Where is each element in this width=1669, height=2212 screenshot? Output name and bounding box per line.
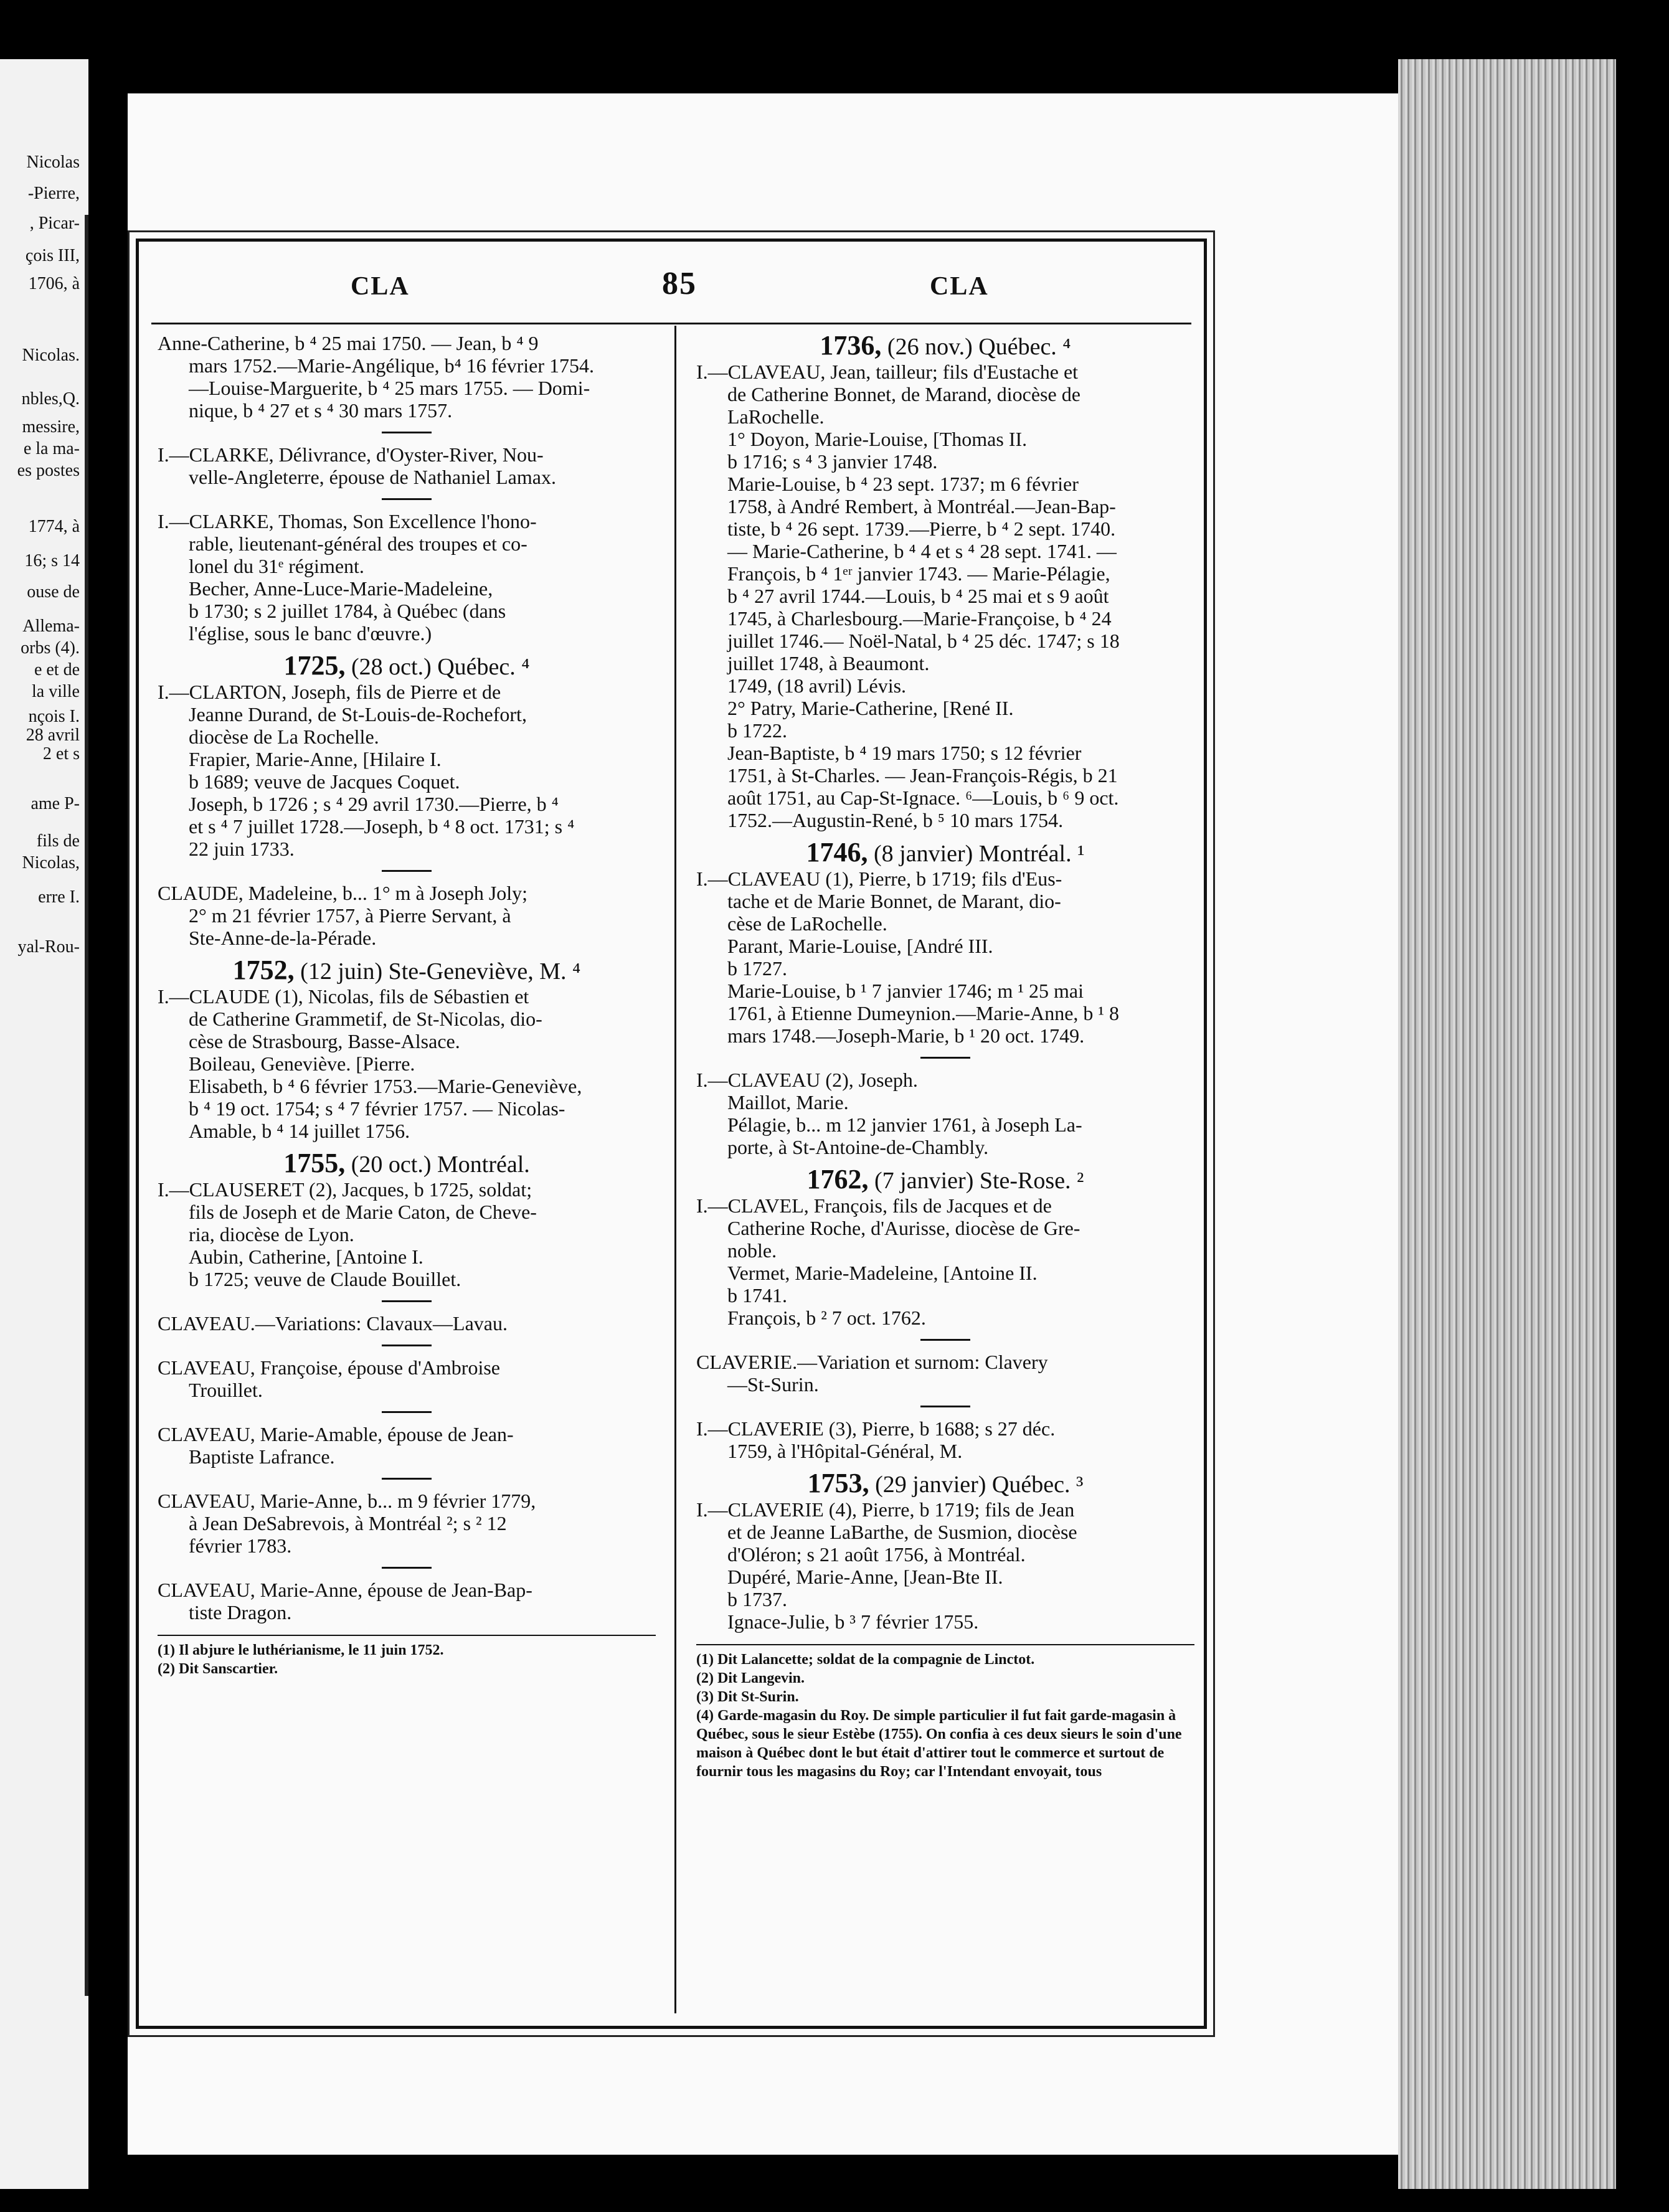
previous-page-fragment: 2 et s [42,744,80,763]
year-place: (26 nov.) Québec. ⁴ [881,334,1071,360]
entry-line: b 1722. [727,719,787,742]
genealogy-entry [696,1498,1194,1633]
entry-line: ria, diocèse de Lyon. [189,1223,354,1245]
entry-separator [382,498,432,500]
genealogy-entry [696,1069,1194,1158]
entry-line: Marie-Louise, b ¹ 7 janvier 1746; m ¹ 25 mai [727,980,1084,1002]
year-number: 1753, [807,1468,869,1498]
entry-line: b ⁴ 19 oct. 1754; s ⁴ 7 février 1757. — Nicolas- [189,1097,565,1120]
entry-line: et s ⁴ 7 juillet 1728.—Joseph, b ⁴ 8 oct. 1731; s ⁴ [189,815,575,838]
previous-page-fragment: yal-Rou- [17,937,80,957]
entry-line: b 1727. [727,957,787,980]
entry-line: nique, b ⁴ 27 et s ⁴ 30 mars 1757. [189,399,453,422]
year-number: 1755, [283,1148,346,1178]
entry-line: 1745, à Charlesbourg.—Marie-Françoise, b ⁴ 24 [727,607,1112,630]
entry-line: août 1751, au Cap-St-Ignace. ⁶—Louis, b ⁶ 9 oct. [727,787,1119,809]
entry-line: CLAUDE, Madeleine, b... 1° m à Joseph Joly; [158,882,528,904]
entry-line: Aubin, Catherine, [Antoine I. [189,1245,423,1268]
entry-line: cèse de Strasbourg, Basse-Alsace. [189,1030,460,1052]
page-block-edge [1398,59,1616,2189]
entry-line: tiste, b ⁴ 26 sept. 1739.—Pierre, b ⁴ 2 sept. 1740. [727,518,1116,540]
entry-separator [382,1300,432,1302]
footnote: (2) Dit Sanscartier. [158,1661,278,1677]
entry-line: b ⁴ 27 avril 1744.—Louis, b ⁴ 25 mai et s 9 août [727,585,1109,607]
previous-page-fragment: orbs (4). [21,638,80,658]
entry-line: I.—CLAUDE (1), Nicolas, fils de Sébastien et [158,985,529,1008]
genealogy-entry [158,332,656,422]
entry-line: 1752.—Augustin-René, b ⁵ 10 mars 1754. [727,809,1064,831]
entry-line: Elisabeth, b ⁴ 6 février 1753.—Marie-Geneviève, [189,1075,582,1097]
entry-line: juillet 1746.— Noël-Natal, b ⁴ 25 déc. 1747; s 18 [727,630,1120,652]
genealogy-entry [158,1423,656,1468]
entry-line: noble. [727,1239,777,1262]
entry-line: 1749, (18 avril) Lévis. [727,674,907,697]
entry-line: et de Jeanne LaBarthe, de Susmion, diocèse [727,1521,1077,1543]
entry-line: diocèse de La Rochelle. [189,726,379,748]
entry-line: 1761, à Etienne Dumeynion.—Marie-Anne, b ¹ 8 [727,1002,1119,1024]
entry-line: mars 1752.—Marie-Angélique, b⁴ 16 février 1754. [189,354,594,377]
entry-line: b 1689; veuve de Jacques Coquet. [189,770,460,793]
entry-line: CLAVERIE.—Variation et surnom: Clavery [696,1351,1048,1373]
year-place: (28 oct.) Québec. ⁴ [345,654,530,680]
entry-line: — Marie-Catherine, b ⁴ 4 et s ⁴ 28 sept. 1741. — [727,540,1117,562]
entry-line: à Jean DeSabrevois, à Montréal ²; s ² 12 [189,1512,507,1534]
entry-line: lonel du 31ᵉ régiment. [189,555,364,577]
entry-line: Becher, Anne-Luce-Marie-Madeleine, [189,577,493,600]
entry-line: 2° Patry, Marie-Catherine, [René II. [727,697,1014,719]
entry-line: 1751, à St-Charles. — Jean-François-Régis, b 21 [727,764,1118,787]
year-number: 1762, [806,1164,869,1194]
genealogy-entry [158,510,656,645]
entry-line: Anne-Catherine, b ⁴ 25 mai 1750. — Jean, b ⁴ 9 [158,332,539,354]
year-place: (7 janvier) Ste-Rose. ² [868,1168,1084,1194]
entry-line: 22 juin 1733. [189,838,295,860]
entry-line: François, b ² 7 oct. 1762. [727,1307,926,1329]
entry-line: I.—CLAVEAU (2), Joseph. [696,1069,918,1091]
year-number: 1736, [820,330,882,361]
page-number: 85 [662,266,697,301]
genealogy-entry [158,882,656,949]
year-heading [696,1468,1194,1498]
previous-page-fragment: Nicolas [26,153,80,172]
entry-line: Boileau, Geneviève. [Pierre. [189,1052,415,1075]
entry-line: Amable, b ⁴ 14 juillet 1756. [189,1120,410,1142]
previous-page-fragment: nçois I. [28,707,80,726]
left-column [158,332,656,1678]
entry-line: cèse de LaRochelle. [727,912,887,935]
genealogy-entry [158,1356,656,1401]
previous-page-fragment: la ville [32,682,80,701]
entry-line: CLAVEAU, Marie-Amable, épouse de Jean- [158,1423,514,1445]
entry-line: de Catherine Grammetif, de St-Nicolas, dio- [189,1008,542,1030]
previous-page-fragment: erre I. [38,887,80,907]
header-left: CLA [351,272,410,301]
entry-line: Vermet, Marie-Madeleine, [Antoine II. [727,1262,1038,1284]
year-place: (12 juin) Ste-Geneviève, M. ⁴ [294,958,581,985]
year-number: 1746, [806,837,868,867]
page-frame-inner [136,239,1207,2029]
entry-line: b 1730; s 2 juillet 1784, à Québec (dans [189,600,506,622]
previous-page-fragment: 1706, à [28,274,80,293]
year-number: 1725, [283,650,346,681]
previous-page-edge [0,59,88,2189]
entry-line: Joseph, b 1726 ; s ⁴ 29 avril 1730.—Pierre, b ⁴ [189,793,559,815]
previous-page-fragment: e la ma- [23,439,80,458]
genealogy-entry [158,985,656,1142]
genealogy-entry [158,443,656,488]
entry-line: I.—CLAUSERET (2), Jacques, b 1725, soldat; [158,1178,532,1201]
entry-line: d'Oléron; s 21 août 1756, à Montréal. [727,1543,1026,1566]
entry-line: b 1737. [727,1588,787,1610]
header-right: CLA [930,272,989,301]
entry-separator [382,1411,432,1413]
entry-line: Ignace-Julie, b ³ 7 février 1755. [727,1610,979,1633]
entry-separator [382,1345,432,1346]
entry-line: Dupéré, Marie-Anne, [Jean-Bte II. [727,1566,1003,1588]
entry-line: Marie-Louise, b ⁴ 23 sept. 1737; m 6 février [727,473,1079,495]
entry-line: b 1716; s ⁴ 3 janvier 1748. [727,450,938,473]
entry-line: Ste-Anne-de-la-Pérade. [189,927,377,949]
entry-separator [382,870,432,872]
previous-page-fragment: 1774, à [28,517,80,536]
previous-page-fragment: ame P- [31,794,80,813]
year-place: (29 janvier) Québec. ³ [869,1472,1084,1498]
entry-line: Jean-Baptiste, b ⁴ 19 mars 1750; s 12 février [727,742,1082,764]
previous-page-fragment: çois III, [25,246,80,265]
year-heading [696,1164,1194,1194]
running-header [151,254,1191,324]
entry-line: I.—CLAVEAU (1), Pierre, b 1719; fils d'Eus- [696,867,1062,890]
previous-page-fragment: 28 avril [26,726,80,745]
previous-page-rule [85,215,88,1996]
page-frame [128,230,1215,2037]
genealogy-entry [696,867,1194,1047]
previous-page-fragment: fils de [36,831,80,851]
previous-page-fragment: messire, [22,417,80,437]
entry-line: juillet 1748, à Beaumont. [727,652,930,674]
entry-separator [382,1478,432,1480]
entry-line: Pélagie, b... m 12 janvier 1761, à Joseph La- [727,1113,1082,1136]
footnote: (1) Il abjure le luthérianisme, le 11 juin 1752. [158,1642,444,1658]
entry-line: l'église, sous le banc d'œuvre.) [189,622,432,645]
entry-line: CLAVEAU, Marie-Anne, b... m 9 février 1779, [158,1490,536,1512]
entry-line: —St-Surin. [727,1373,819,1396]
column-rule [674,326,676,2013]
genealogy-entry [158,1579,656,1624]
entry-line: CLAVEAU.—Variations: Clavaux—Lavau. [158,1312,508,1335]
year-place: (20 oct.) Montréal. [345,1151,530,1178]
previous-page-fragment: -Pierre, [27,184,80,203]
previous-page-fragment: 16; s 14 [24,551,80,570]
entry-line: velle-Angleterre, épouse de Nathaniel Lamax. [189,466,556,488]
entry-line: Catherine Roche, d'Aurisse, diocèse de Gre- [727,1217,1080,1239]
footnotes [158,1635,656,1678]
entry-line: I.—CLAVERIE (4), Pierre, b 1719; fils de Jean [696,1498,1075,1521]
entry-line: CLAVEAU, Marie-Anne, épouse de Jean-Bap- [158,1579,532,1601]
entry-line: porte, à St-Antoine-de-Chambly. [727,1136,989,1158]
entry-line: b 1741. [727,1284,787,1307]
entry-line: 1759, à l'Hôpital-Général, M. [727,1440,963,1462]
previous-page-fragment: Allema- [22,617,80,636]
entry-separator [920,1406,970,1407]
entry-line: I.—CLAVEAU, Jean, tailleur; fils d'Eustache et [696,361,1079,383]
entry-line: rable, lieutenant-général des troupes et co- [189,532,527,555]
year-number: 1752, [232,955,295,985]
genealogy-entry [158,1490,656,1557]
entry-line: 1758, à André Rembert, à Montréal.—Jean-Bap- [727,495,1116,518]
entry-line: mars 1748.—Joseph-Marie, b ¹ 20 oct. 1749. [727,1024,1085,1047]
previous-page-fragment: e et de [34,660,80,679]
footnotes [696,1644,1194,1781]
entry-line: —Louise-Marguerite, b ⁴ 25 mars 1755. — Domi- [189,377,590,399]
right-column [696,332,1194,1781]
entry-line: 1° Doyon, Marie-Louise, [Thomas II. [727,428,1028,450]
entry-separator [382,432,432,433]
entry-line: LaRochelle. [727,405,825,428]
genealogy-entry [696,1351,1194,1396]
year-heading [158,650,656,681]
entry-line: I.—CLARTON, Joseph, fils de Pierre et de [158,681,501,703]
year-heading [158,955,656,985]
entry-separator [382,1567,432,1569]
entry-separator [920,1339,970,1341]
footnote: (4) Garde-magasin du Roy. De simple particulier il fut fait garde-magasin à Québec, sous le sieur Estèbe (1755). On confia à ces deux sieurs le soin d'une maison à Québec dont le but était d'attirer tout le commerce et surtout de fournir tous les magasins du Roy; car l'Intendant envoyait, tous [696,1708,1182,1780]
book-page [128,93,1398,2155]
entry-line: I.—CLAVEL, François, fils de Jacques et de [696,1194,1052,1217]
previous-page-fragment: Nicolas, [22,853,80,872]
previous-page-fragment: , Picar- [29,214,80,233]
entry-line: février 1783. [189,1534,292,1557]
previous-page-fragment: nbles,Q. [21,389,80,409]
entry-line: Jeanne Durand, de St-Louis-de-Rochefort, [189,703,527,726]
genealogy-entry [158,681,656,860]
genealogy-entry [158,1312,656,1335]
entry-line: I.—CLAVERIE (3), Pierre, b 1688; s 27 déc. [696,1417,1056,1440]
year-heading [696,837,1194,867]
genealogy-entry [696,361,1194,831]
entry-line: François, b ⁴ 1ᵉʳ janvier 1743. — Marie-Pélagie, [727,562,1110,585]
previous-page-fragment: Nicolas. [22,346,80,365]
genealogy-entry [696,1194,1194,1329]
entry-line: Baptiste Lafrance. [189,1445,335,1468]
year-place: (8 janvier) Montréal. ¹ [868,841,1085,867]
entry-line: b 1725; veuve de Claude Bouillet. [189,1268,461,1290]
entry-line: Frapier, Marie-Anne, [Hilaire I. [189,748,442,770]
footnote: (2) Dit Langevin. [696,1670,805,1686]
previous-page-fragment: es postes [17,461,80,480]
entry-line: Trouillet. [189,1379,263,1401]
year-heading [696,330,1194,361]
entry-line: tiste Dragon. [189,1601,292,1624]
entry-line: de Catherine Bonnet, de Marand, diocèse de [727,383,1080,405]
previous-page-fragment: ouse de [27,582,80,602]
entry-line: CLAVEAU, Françoise, épouse d'Ambroise [158,1356,500,1379]
entry-line: Parant, Marie-Louise, [André III. [727,935,993,957]
entry-line: I.—CLARKE, Délivrance, d'Oyster-River, Nou- [158,443,544,466]
entry-line: tache et de Marie Bonnet, de Marant, dio- [727,890,1061,912]
genealogy-entry [158,1178,656,1290]
entry-separator [920,1057,970,1059]
year-heading [158,1148,656,1178]
footnote: (3) Dit St-Surin. [696,1689,799,1705]
footnote: (1) Dit Lalancette; soldat de la compagnie de Linctot. [696,1652,1035,1668]
entry-line: I.—CLARKE, Thomas, Son Excellence l'hono- [158,510,537,532]
entry-line: 2° m 21 février 1757, à Pierre Servant, à [189,904,511,927]
genealogy-entry [696,1417,1194,1462]
entry-line: Maillot, Marie. [727,1091,849,1113]
entry-line: fils de Joseph et de Marie Caton, de Cheve- [189,1201,537,1223]
